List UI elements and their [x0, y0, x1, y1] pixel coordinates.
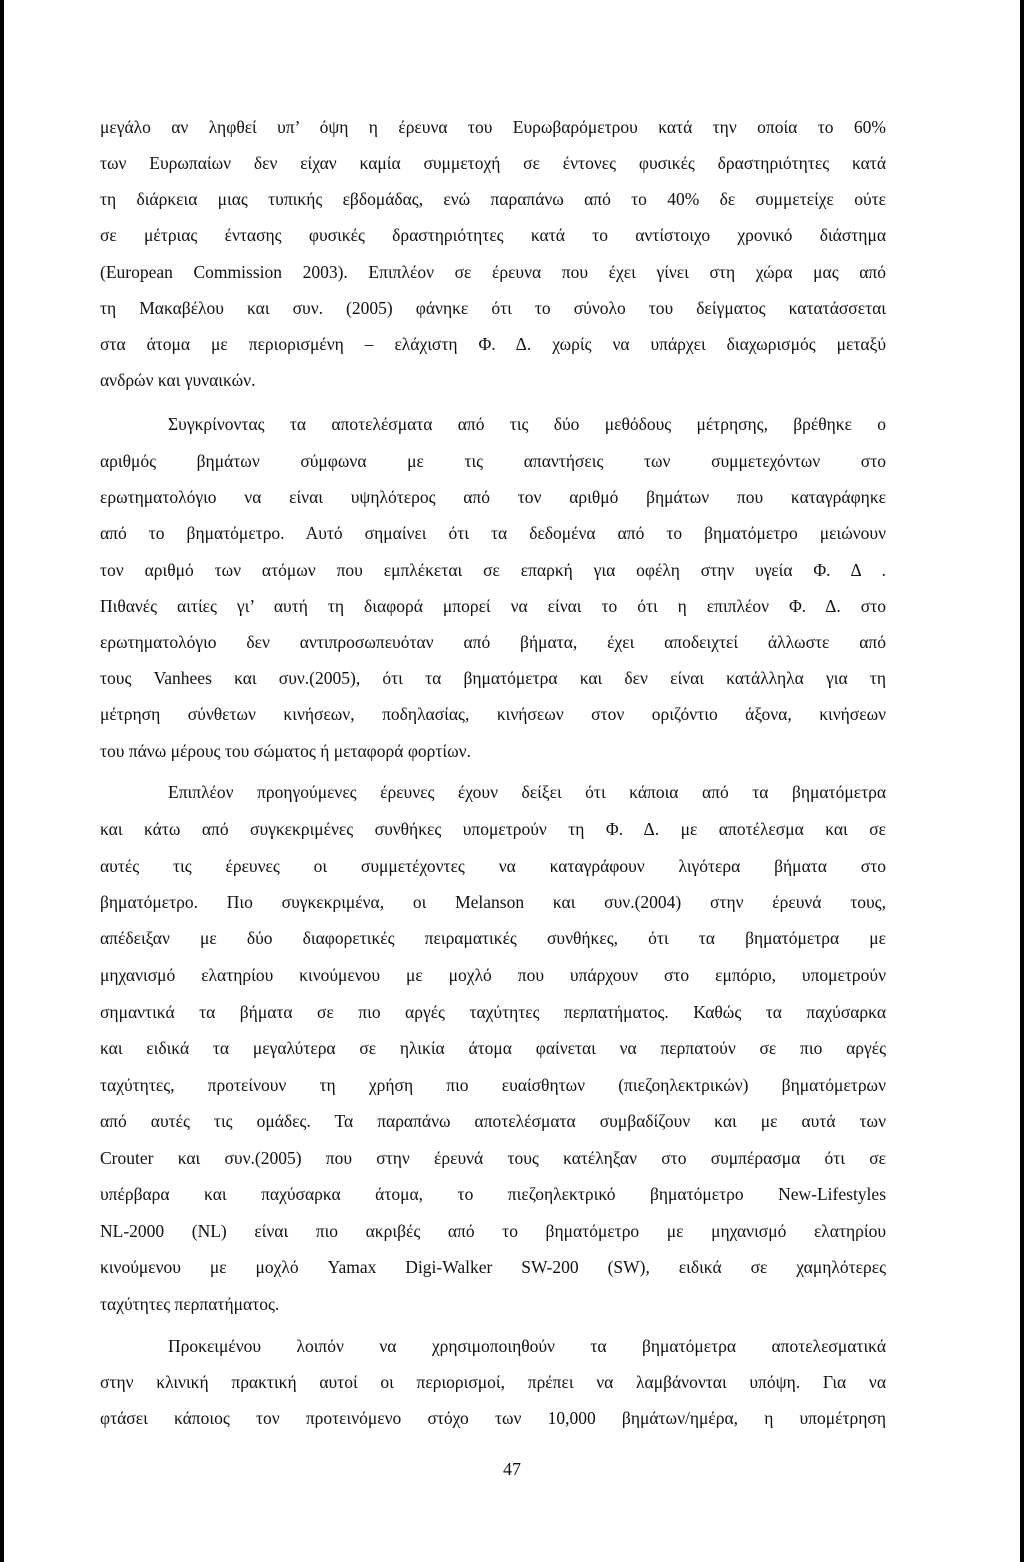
- text-line: μεγάλο αν ληφθεί υπ’ όψη η έρευνα του Ευρωβαρόμετρου κατά την οποία το 60%: [100, 117, 886, 137]
- text-line: στα άτομα με περιορισμένη – ελάχιστη Φ. Δ. χωρίς να υπάρχει διαχωρισμός μεταξύ: [100, 334, 886, 354]
- text-line: φτάσει κάποιος τον προτεινόμενο στόχο των 10,000 βημάτων/ημέρα, η υπομέτρηση: [100, 1408, 886, 1428]
- text-line: σημαντικά τα βήματα σε πιο αργές ταχύτητες περπατήματος. Καθώς τα παχύσαρκα: [100, 1002, 886, 1022]
- text-line: σε μέτριας έντασης φυσικές δραστηριότητες κατά το αντίστοιχο χρονικό διάστημα: [100, 225, 886, 245]
- text-line: Πιθανές αιτίες γι’ αυτή τη διαφορά μπορεί να είναι το ότι η επιπλέον Φ. Δ. στο: [100, 596, 886, 616]
- text-line: ερωτηματολόγιο δεν αντιπροσωπευόταν από βήματα, έχει αποδειχτεί άλλωστε από: [100, 632, 886, 652]
- text-line: τη διάρκεια μιας τυπικής εβδομάδας, ενώ παραπάνω από το 40% δε συμμετείχε ούτε: [100, 189, 886, 209]
- text-line: τον αριθμό των ατόμων που εμπλέκεται σε επαρκή για οφέλη στην υγεία Φ. Δ .: [100, 560, 886, 580]
- text-line: κινούμενου με μοχλό Yamax Digi-Walker SW-200 (SW), ειδικά σε χαμηλότερες: [100, 1257, 886, 1277]
- text-line: τους Vanhees και συν.(2005), ότι τα βηματόμετρα και δεν είναι κατάλληλα για τη: [100, 668, 886, 688]
- text-line: τη Μακαβέλου και συν. (2005) φάνηκε ότι το σύνολο του δείγματος κατατάσσεται: [100, 298, 886, 318]
- text-line: ερωτηματολόγιο να είναι υψηλότερος από τον αριθμό βημάτων που καταγράφηκε: [100, 487, 886, 507]
- text-line: μηχανισμό ελατηρίου κινούμενου με μοχλό που υπάρχουν στο εμπόριο, υπομετρούν: [100, 965, 886, 985]
- text-line: των Ευρωπαίων δεν είχαν καμία συμμετοχή σε έντονες φυσικές δραστηριότητες κατά: [100, 153, 886, 173]
- text-line: και κάτω από συγκεκριμένες συνθήκες υπομετρούν τη Φ. Δ. με αποτέλεσμα και σε: [100, 819, 886, 839]
- text-line: ταχύτητες, προτείνουν τη χρήση πιο ευαίσθητων (πιεζοηλεκτρικών) βηματόμετρων: [100, 1075, 886, 1095]
- text-line: Crouter και συν.(2005) που στην έρευνά τους κατέληξαν στο συμπέρασμα ότι σε: [100, 1148, 886, 1168]
- text-line: μέτρηση σύνθετων κινήσεων, ποδηλασίας, κινήσεων στον οριζόντιο άξονα, κινήσεων: [100, 704, 886, 724]
- text-line: ανδρών και γυναικών.: [100, 370, 256, 390]
- text-line: Συγκρίνοντας τα αποτελέσματα από τις δύο μεθόδους μέτρησης, βρέθηκε ο: [168, 414, 886, 434]
- text-line: βηματόμετρο. Πιο συγκεκριμένα, οι Melanson και συν.(2004) στην έρευνά τους,: [100, 892, 886, 912]
- text-line: από αυτές τις ομάδες. Τα παραπάνω αποτελέσματα συμβαδίζουν και με αυτά των: [100, 1111, 886, 1131]
- page-number: 47: [503, 1459, 521, 1479]
- text-line: και ειδικά τα μεγαλύτερα σε ηλικία άτομα φαίνεται να περπατούν σε πιο αργές: [100, 1038, 886, 1058]
- text-line: Προκειμένου λοιπόν να χρησιμοποιηθούν τα βηματόμετρα αποτελεσματικά: [168, 1336, 886, 1356]
- text-line: αυτές τις έρευνες οι συμμετέχοντες να καταγράφουν λιγότερα βήματα στο: [100, 856, 886, 876]
- document-page: [4, 0, 1020, 1562]
- text-line: απέδειξαν με δύο διαφορετικές πειραματικές συνθήκες, ότι τα βηματόμετρα με: [100, 928, 886, 948]
- text-line: από το βηματόμετρο. Αυτό σημαίνει ότι τα δεδομένα από το βηματόμετρο μειώνουν: [100, 523, 886, 543]
- text-line: του πάνω μέρους του σώματος ή μεταφορά φορτίων.: [100, 741, 471, 761]
- text-line: αριθμός βημάτων σύμφωνα με τις απαντήσεις των συμμετεχόντων στο: [100, 451, 886, 471]
- text-line: (European Commission 2003). Επιπλέον σε έρευνα που έχει γίνει στη χώρα μας από: [100, 262, 886, 282]
- text-line: στην κλινική πρακτική αυτοί οι περιορισμοί, πρέπει να λαμβάνονται υπόψη. Για να: [100, 1372, 886, 1392]
- text-line: ταχύτητες περπατήματος.: [100, 1294, 280, 1314]
- text-line: υπέρβαρα και παχύσαρκα άτομα, το πιεζοηλεκτρικό βηματόμετρο New-Lifestyles: [100, 1184, 886, 1204]
- text-line: NL-2000 (NL) είναι πιο ακριβές από το βηματόμετρο με μηχανισμό ελατηρίου: [100, 1221, 886, 1241]
- text-line: Επιπλέον προηγούμενες έρευνες έχουν δείξει ότι κάποια από τα βηματόμετρα: [168, 782, 886, 802]
